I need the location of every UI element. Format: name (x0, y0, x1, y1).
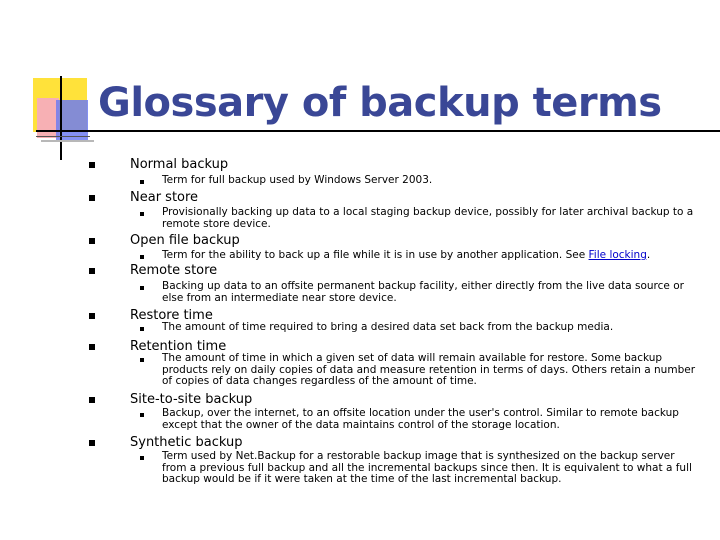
term-heading: Restore time (130, 308, 213, 323)
logo-horizontal-line (36, 136, 90, 137)
term-description: Term used by Net.Backup for a restorable backup image that is synthesized on the backup server from a previous full backup and all the incremental backups since then. It is equivalent to what a full backup would be if it were taken at the time of the last incremental backup. (162, 450, 692, 485)
term-heading: Near store (130, 190, 199, 205)
term-description: Provisionally backing up data to a local staging backup device, possibly for later archival backup to a remote store device. (162, 206, 694, 230)
term-heading: Retention time (130, 339, 227, 354)
term-description: Backup, over the internet, to an offsite location under the user's control. Similar to remote backup except that the owner of the data maintains control of the storage location. (162, 407, 679, 431)
logo-vertical-line (60, 76, 62, 160)
term-bullet-icon (89, 238, 95, 244)
term-description: The amount of time in which a given set of data will remain available for restore. Some backup products rely on daily copies of data and measure retention in terms of days. Others retain a number of copies of data changes regardless of the amount of time. (162, 352, 696, 387)
term-heading: Remote store (130, 263, 218, 278)
term-description: The amount of time required to bring a desired data set back from the backup media. (162, 321, 614, 333)
term-description: Backing up data to an offsite permanent backup facility, either directly from the live data source or else from an intermediate near store device. (162, 280, 684, 304)
desc-bullet-icon (140, 212, 144, 216)
logo-shadow-line (41, 140, 94, 142)
desc-text: Term for the ability to back up a file while it is in use by another application. See (162, 249, 589, 261)
desc-bullet-icon (140, 286, 144, 290)
term-heading: Open file backup (130, 233, 240, 248)
desc-bullet-icon (140, 413, 144, 417)
desc-bullet-icon (140, 327, 144, 331)
desc-bullet-icon (140, 180, 144, 184)
desc-bullet-icon (140, 255, 144, 259)
desc-bullet-icon (140, 358, 144, 362)
term-description (162, 250, 697, 262)
term-bullet-icon (89, 397, 95, 403)
term-bullet-icon (89, 440, 95, 446)
term-bullet-icon (89, 195, 95, 201)
term-bullet-icon (89, 344, 95, 350)
desc-bullet-icon (140, 456, 144, 460)
slide-title: Glossary of backup terms (98, 80, 662, 126)
term-bullet-icon (89, 313, 95, 319)
title-underline (36, 130, 720, 132)
file-locking-link[interactable]: File locking (588, 249, 647, 261)
term-description: Term for full backup used by Windows Server 2003. (162, 174, 433, 186)
term-heading: Site-to-site backup (130, 392, 253, 407)
term-heading: Normal backup (130, 157, 229, 172)
term-bullet-icon (89, 268, 95, 274)
desc-text-end: . (646, 249, 651, 261)
term-heading: Synthetic backup (130, 435, 243, 450)
term-bullet-icon (89, 162, 95, 168)
